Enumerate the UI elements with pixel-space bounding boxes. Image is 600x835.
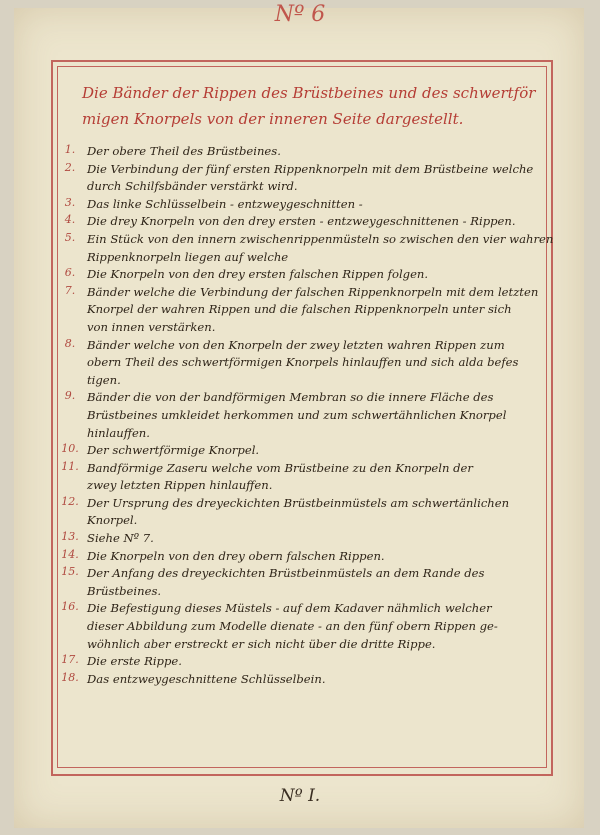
entry-line: durch Schilfsbänder verstärkt wird. (87, 179, 298, 194)
legend-entry (60, 266, 544, 284)
entry-number: 18. (61, 670, 79, 684)
entry-line: Knorpel. (87, 513, 138, 528)
page-title (82, 80, 542, 132)
legend-entry (60, 671, 544, 689)
entry-number: 15. (61, 565, 79, 579)
entry-number: 9. (64, 389, 76, 403)
entry-line: Bandförmige Zaseru welche vom Brüstbeine zu den Knorpeln der (87, 460, 473, 475)
entry-line: von innen verstärken. (87, 319, 216, 334)
entry-line: hinlauffen. (87, 425, 150, 440)
entry-line: Die Befestigung dieses Müstels - auf dem Kadaver nähmlich welcher (87, 601, 492, 616)
entry-number: 5. (64, 230, 76, 244)
legend-entry (60, 196, 544, 214)
entry-number: 7. (64, 283, 76, 297)
entry-line: obern Theil des schwertförmigen Knorpels hinlauffen und sich alda befes (87, 355, 519, 370)
entry-line: Die erste Rippe. (87, 654, 182, 669)
legend-entry (60, 389, 544, 442)
legend-entry (60, 495, 544, 530)
entry-line: dieser Abbildung zum Modelle dienate - an den fünf obern Rippen ge- (87, 619, 498, 634)
legend-entry (60, 653, 544, 671)
page-number: Nº 6 (274, 2, 326, 27)
entry-text (87, 196, 544, 214)
entry-line: Der Ursprung des dreyeckichten Brüstbeinmüstels am schwertänlichen (87, 495, 510, 510)
entry-text (87, 548, 544, 566)
entry-line: Brüstbeines. (87, 583, 162, 598)
entry-text (87, 600, 544, 653)
entry-text (87, 266, 544, 284)
entry-text (87, 671, 544, 689)
entry-text (87, 284, 544, 337)
entry-number: 17. (61, 653, 79, 667)
entry-line: Bänder welche die Verbindung der falschen Rippenknorpeln mit dem letzten (87, 284, 539, 299)
legend-entry (60, 548, 544, 566)
legend-entry (60, 442, 544, 460)
entry-line: Die Verbindung der fünf ersten Rippenknorpeln mit dem Brüstbeine welche (87, 161, 534, 176)
entry-line: Rippenknorpeln liegen auf welche (87, 249, 289, 264)
entry-number: 1. (64, 143, 76, 156)
entry-line: Bänder die von der bandförmigen Membran so die innere Fläche des (87, 390, 494, 405)
entry-text (87, 565, 544, 600)
footer-mark: Nº I. (279, 786, 321, 806)
legend-entry (60, 213, 544, 231)
legend-entry (60, 337, 544, 390)
entry-line: Bänder welche von den Knorpeln der zwey letzten wahren Rippen zum (87, 337, 505, 352)
entry-text (87, 389, 544, 442)
entry-line: zwey letzten Rippen hinlauffen. (87, 478, 273, 493)
entry-line: Der Anfang des dreyeckichten Brüstbeinmüstels an dem Rande des (87, 566, 485, 581)
entry-number: 14. (61, 547, 79, 561)
legend-entry (60, 284, 544, 337)
entry-line: Brüstbeines umkleidet herkommen und zum schwertähnlichen Knorpel (87, 407, 507, 422)
entry-line: Der obere Theil des Brüstbeines. (87, 144, 281, 158)
entry-number: 16. (61, 600, 79, 614)
legend-entry (60, 600, 544, 653)
entry-line: Das linke Schlüsselbein - entzweygeschnitten - (87, 196, 363, 211)
entry-line: Der schwertförmige Knorpel. (87, 443, 260, 458)
legend-list (60, 143, 554, 688)
entry-text (87, 442, 544, 460)
entry-line: Knorpel der wahren Rippen und die falschen Rippenknorpeln unter sich (87, 302, 512, 317)
entry-line: Ein Stück von den innern zwischenrippenmüsteln so zwischen den vier wahren (87, 231, 554, 246)
entry-number: 2. (64, 160, 76, 174)
legend-entry (60, 460, 544, 495)
entry-text (87, 231, 554, 266)
title-line: migen Knorpels von der inneren Seite dargestellt. (82, 110, 464, 128)
entry-line: Die Knorpeln von den drey ersten falschen Rippen folgen. (87, 267, 429, 282)
legend-entry (60, 143, 544, 161)
entry-line: Das entzweygeschnittene Schlüsselbein. (87, 671, 326, 686)
entry-text (87, 337, 544, 390)
entry-text (87, 161, 544, 196)
entry-line: wöhnlich aber erstreckt er sich nicht über die dritte Rippe. (87, 636, 436, 651)
entry-text (87, 143, 544, 161)
entry-text (87, 213, 544, 231)
entry-text (87, 495, 544, 530)
entry-line: Die drey Knorpeln von den drey ersten - entzweygeschnittenen - Rippen. (87, 214, 516, 229)
entry-text (87, 530, 544, 548)
entry-number: 3. (64, 195, 76, 209)
entry-number: 8. (64, 336, 76, 350)
title-line: Die Bänder der Rippen des Brüstbeines und des schwertför (82, 84, 536, 102)
entry-line: tigen. (87, 372, 121, 387)
entry-text (87, 460, 544, 495)
legend-entry (60, 230, 554, 266)
entry-line: Die Knorpeln von den drey obern falschen Rippen. (87, 548, 385, 563)
entry-number: 13. (61, 530, 79, 544)
entry-text (87, 653, 544, 671)
entry-number: 12. (61, 494, 79, 508)
legend-entry (60, 530, 544, 548)
entry-number: 6. (64, 266, 76, 280)
legend-entry (60, 161, 544, 196)
entry-number: 11. (61, 459, 79, 473)
legend-entry (60, 565, 544, 600)
entry-line: Siehe Nº 7. (87, 531, 154, 546)
entry-number: 10. (61, 442, 79, 456)
entry-number: 4. (64, 213, 76, 227)
